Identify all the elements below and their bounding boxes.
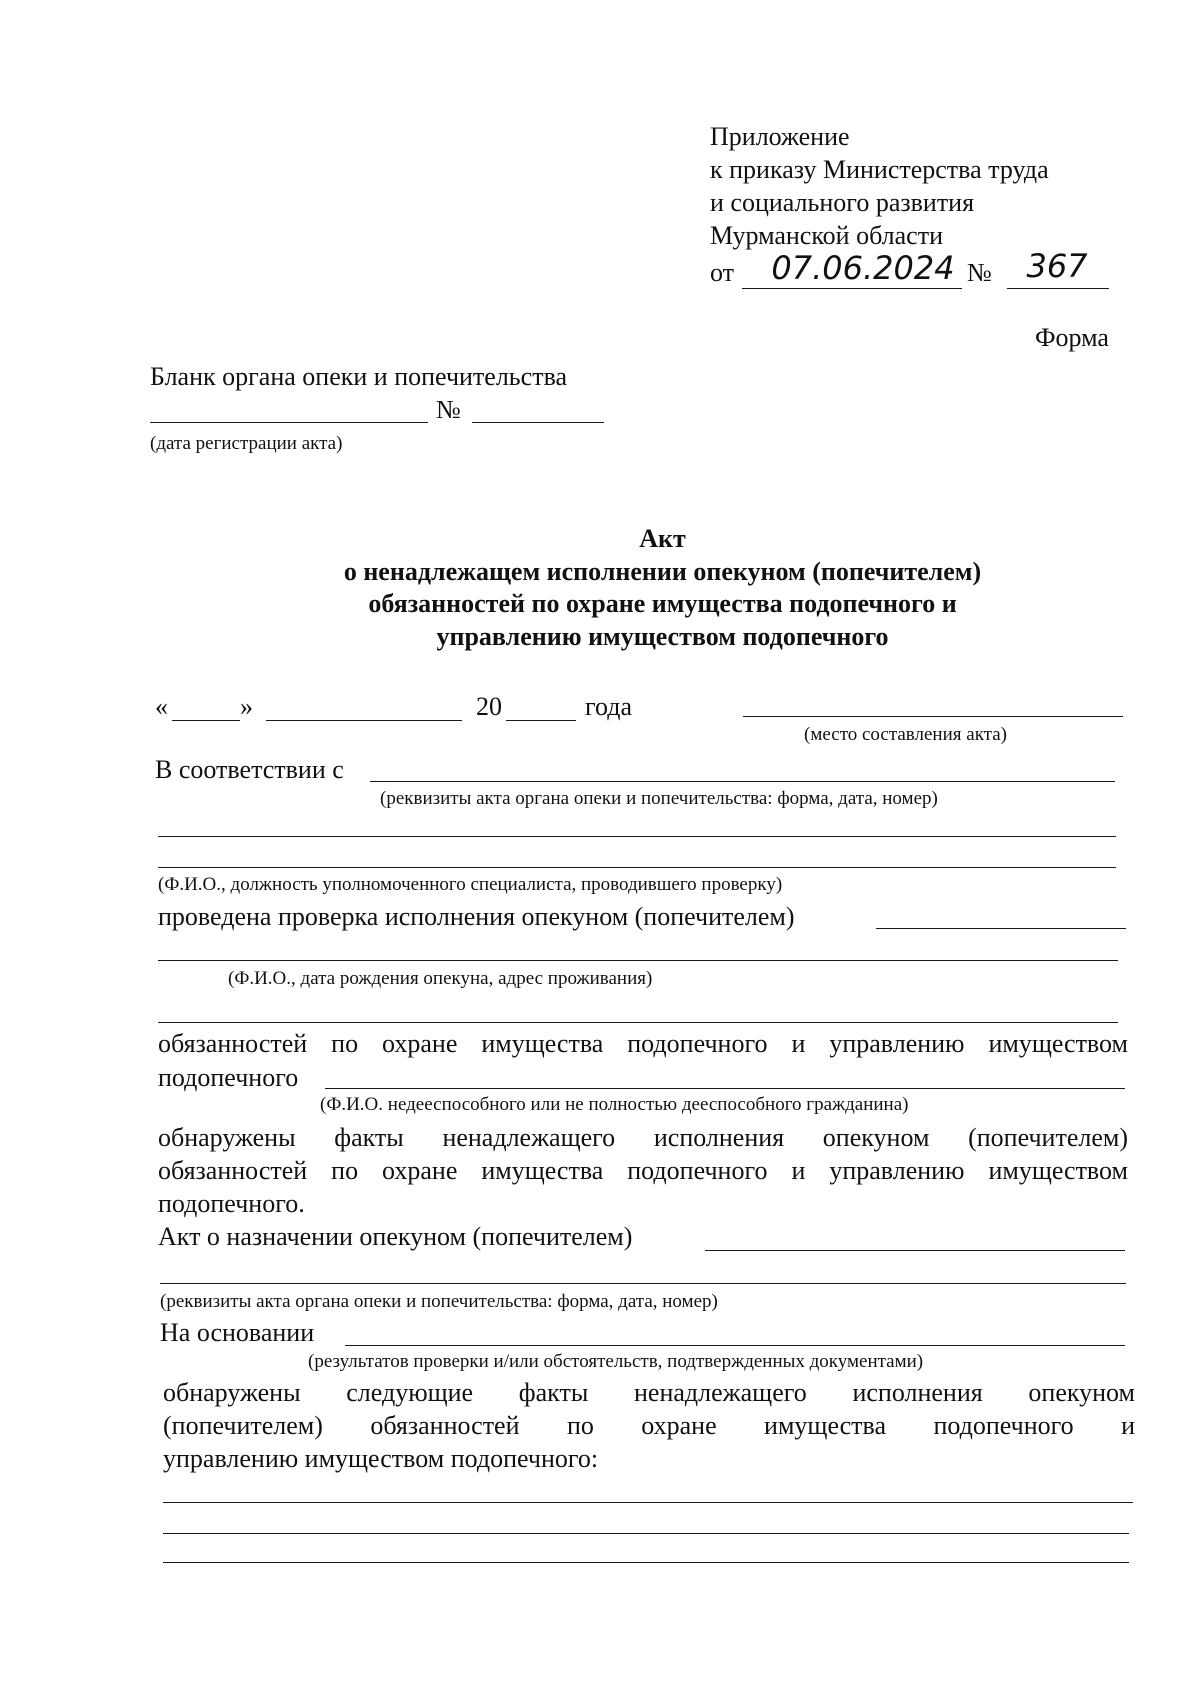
- answer-line-3: [163, 1562, 1129, 1563]
- heading-line-4: управлению имуществом подопечного: [436, 622, 889, 651]
- ward-label: подопечного: [158, 1063, 299, 1092]
- accordance-caption: (реквизиты акта органа опеки и попечительства: форма, дата, номер): [380, 788, 938, 809]
- found-line-1: обнаружены факты ненадлежащего исполнения опекуном (попечителем): [158, 1123, 1128, 1152]
- date-year-word: года: [585, 692, 633, 721]
- blank-number-sign: №: [436, 395, 461, 424]
- appendix-line-3: и социального развития: [710, 188, 975, 217]
- blank-caption: (дата регистрации акта): [150, 433, 343, 454]
- specialist-caption: (Ф.И.О., должность уполномоченного специалиста, проводившего проверку): [158, 874, 783, 895]
- accordance-line: [370, 781, 1115, 782]
- blank-line-1: [158, 836, 1116, 837]
- basis-caption: (результатов проверки и/или обстоятельств, подтвержденных документами): [308, 1351, 924, 1372]
- facts-line-3: управлению имуществом подопечного:: [163, 1444, 599, 1473]
- appoint-line: [705, 1250, 1125, 1251]
- appendix-line-4: Мурманской области: [710, 221, 943, 250]
- appoint-caption: (реквизиты акта органа опеки и попечительства: форма, дата, номер): [160, 1291, 718, 1312]
- blank-line-3: [158, 960, 1118, 961]
- heading-line-2: о ненадлежащем исполнении опекуном (попечителем): [343, 557, 982, 586]
- facts-line-1: обнаружены следующие факты ненадлежащего исполнения опекуном: [163, 1378, 1135, 1407]
- guardian-caption: (Ф.И.О., дата рождения опекуна, адрес проживания): [228, 968, 653, 989]
- appendix-line-2: к приказу Министерства труда: [710, 155, 1049, 184]
- date-month-line: [266, 720, 462, 721]
- heading-line-3: обязанностей по охране имущества подопечного и: [368, 589, 957, 618]
- basis-label: На основании: [160, 1318, 315, 1347]
- date-year-line: [506, 720, 576, 721]
- heading-title: Акт: [639, 524, 686, 553]
- facts-line-2: (попечителем) обязанностей по охране имущества подопечного и: [163, 1411, 1135, 1440]
- check-line: [876, 928, 1126, 929]
- blank-line-4: [158, 1022, 1118, 1023]
- appendix-number-handwritten: 367: [1026, 247, 1088, 285]
- date-century: 20: [476, 692, 502, 721]
- blank-line-2: [158, 867, 1116, 868]
- date-close-quote: »: [240, 692, 253, 721]
- ward-caption: (Ф.И.О. недееспособного или не полностью дееспособного гражданина): [320, 1094, 909, 1115]
- appendix-line-1: Приложение: [710, 122, 850, 151]
- appendix-number-sign: №: [967, 258, 992, 287]
- found-line-3: подопечного.: [158, 1189, 305, 1218]
- appendix-date-line: [742, 288, 962, 289]
- found-line-2: обязанностей по охране имущества подопечного и управлению имуществом: [158, 1156, 1128, 1185]
- blank-date-line: [150, 422, 428, 423]
- appendix-date-handwritten: 07.06.2024: [771, 249, 955, 287]
- basis-line: [345, 1345, 1125, 1346]
- duties-text: обязанностей по охране имущества подопечного и управлению имуществом: [158, 1029, 1128, 1058]
- date-open-quote: «: [155, 692, 168, 721]
- blank-line-5: [160, 1283, 1126, 1284]
- answer-line-1: [163, 1502, 1133, 1503]
- appoint-label: Акт о назначении опекуном (попечителем): [158, 1222, 633, 1251]
- appendix-number-line: [1007, 288, 1109, 289]
- ward-line: [325, 1088, 1125, 1089]
- check-label: проведена проверка исполнения опекуном (попечителем): [158, 902, 795, 931]
- form-label: Форма: [1035, 323, 1109, 352]
- blank-title: Бланк органа опеки и попечительства: [150, 362, 568, 391]
- blank-number-line: [472, 422, 604, 423]
- place-caption: (место составления акта): [804, 724, 1007, 745]
- accordance-label: В соответствии с: [155, 755, 344, 784]
- place-line: [743, 716, 1123, 717]
- date-day-line: [172, 720, 240, 721]
- answer-line-2: [163, 1533, 1129, 1534]
- appendix-date-prefix: от: [710, 258, 735, 287]
